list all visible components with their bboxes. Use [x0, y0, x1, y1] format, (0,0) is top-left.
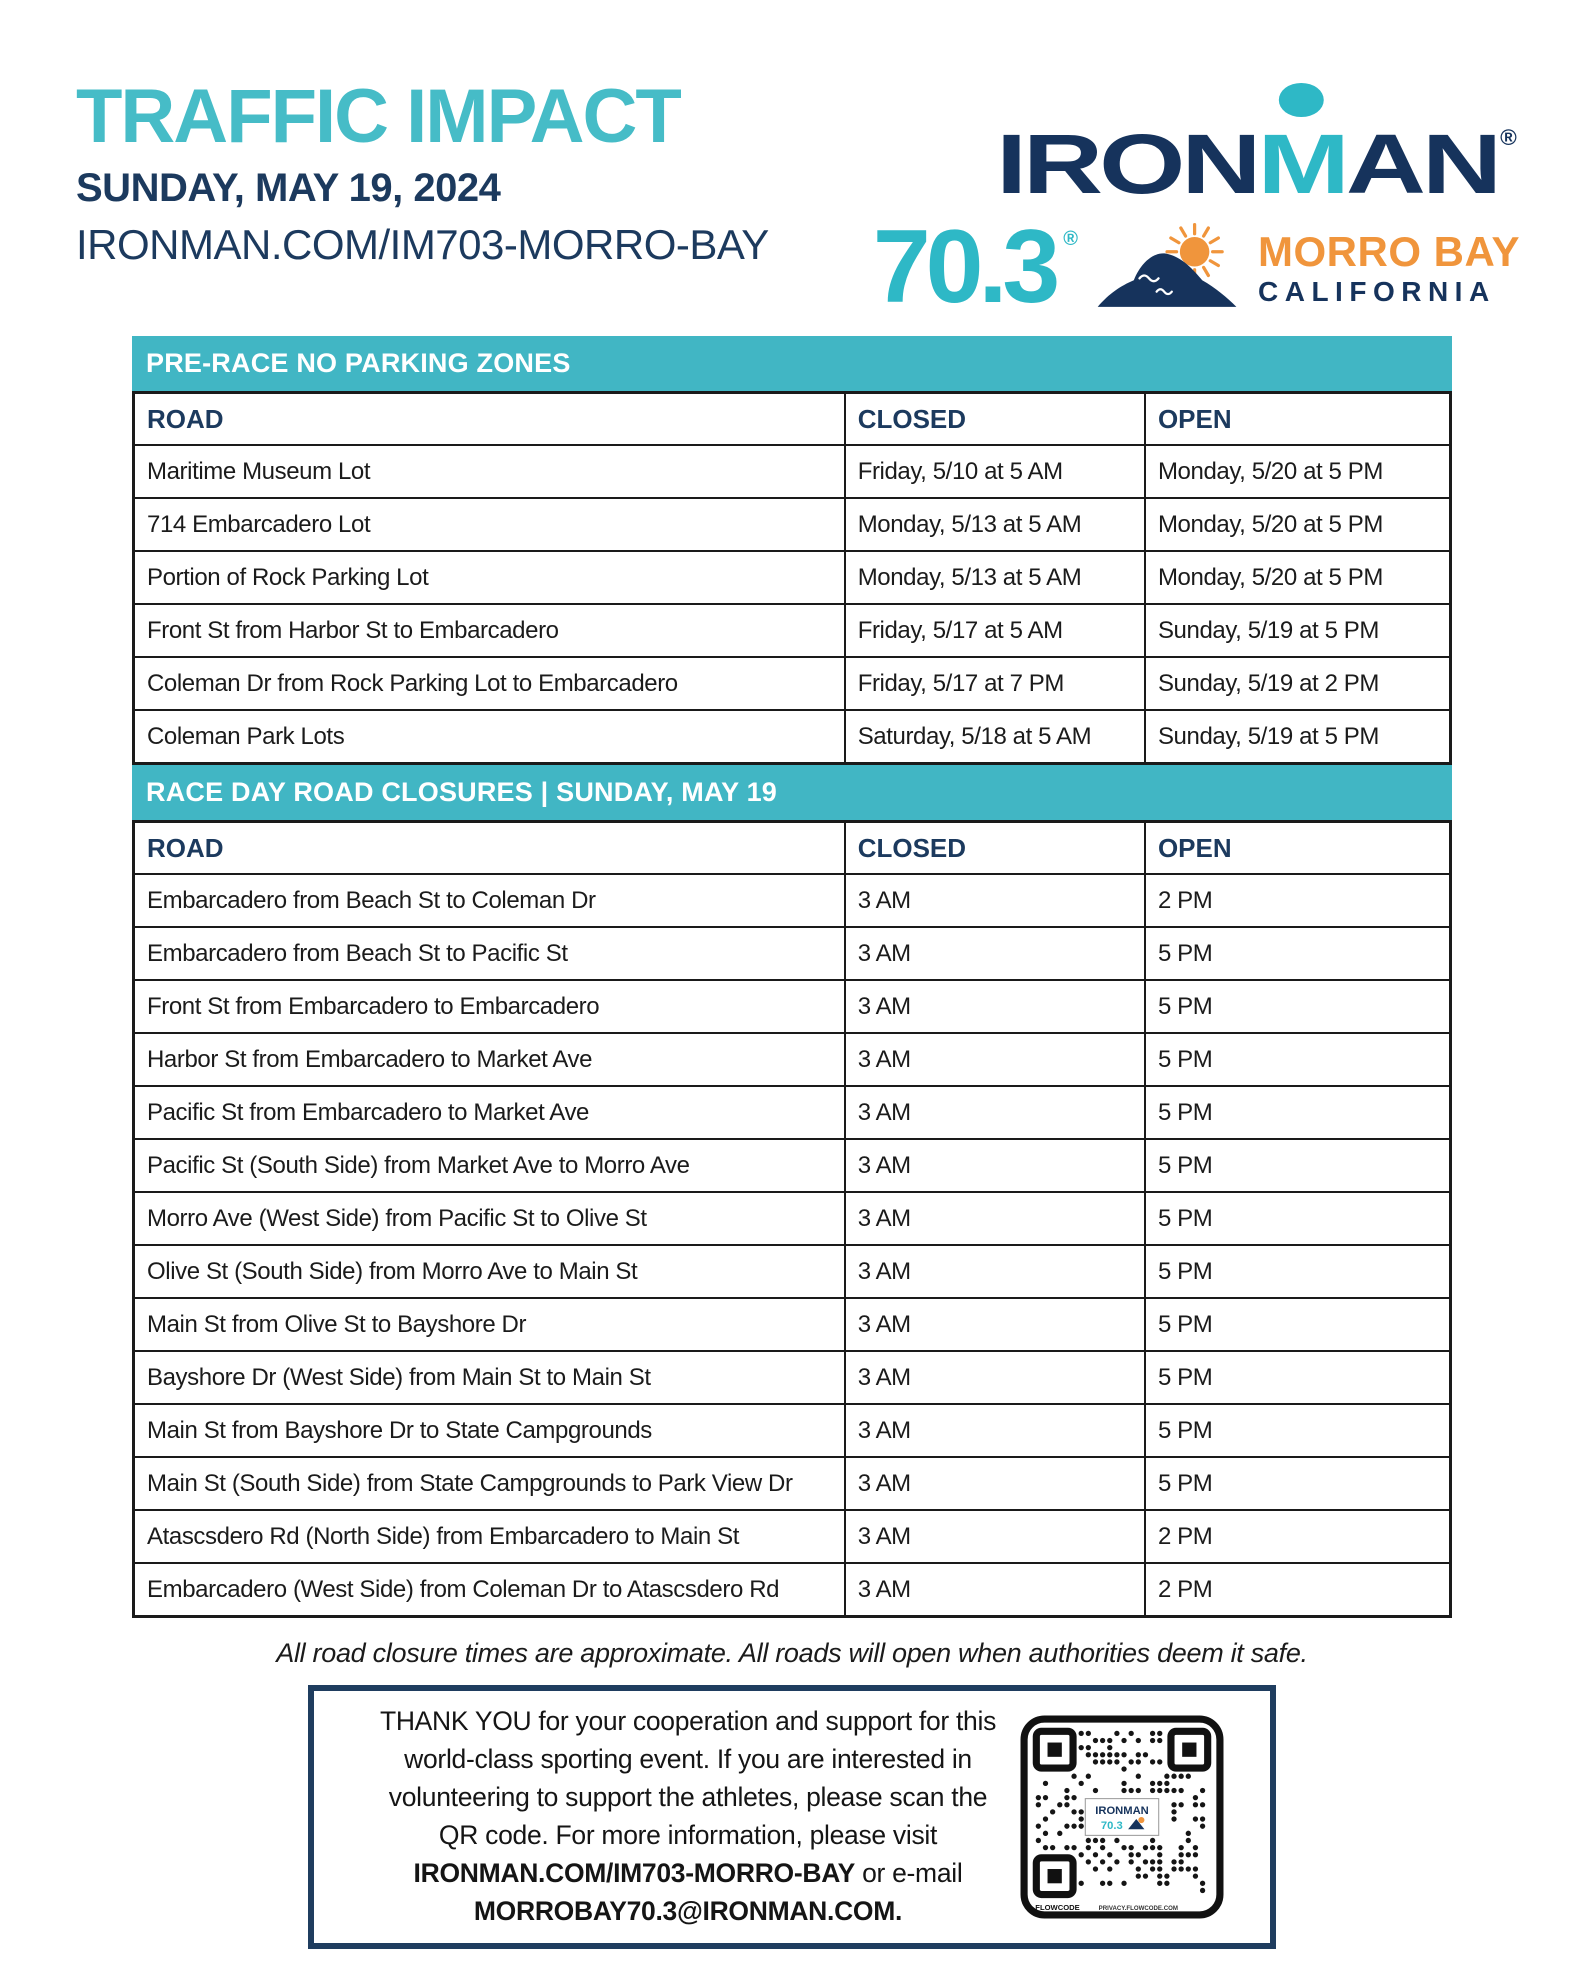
- open-cell: 2 PM: [1145, 1510, 1451, 1563]
- section-title: RACE DAY ROAD CLOSURES | SUNDAY, MAY 19: [146, 777, 778, 807]
- wordmark-suffix: AN: [1346, 117, 1499, 211]
- wordmark-m: M: [1257, 117, 1347, 211]
- ironman-wordmark: [996, 117, 1520, 211]
- closed-cell: 3 AM: [845, 1404, 1145, 1457]
- column-header: OPEN: [1145, 822, 1451, 875]
- table-row: [134, 927, 1451, 980]
- open-cell: 5 PM: [1145, 927, 1451, 980]
- open-cell: 2 PM: [1145, 874, 1451, 927]
- footnote: All road closure times are approximate. All roads will open when authorities deem it safe.: [276, 1638, 1308, 1668]
- road-cell: Atascsdero Rd (North Side) from Embarcadero to Main St: [134, 1510, 845, 1563]
- closed-cell: Monday, 5/13 at 5 AM: [845, 551, 1145, 604]
- event-date: SUNDAY, MAY 19, 2024: [76, 165, 501, 210]
- ironman-703-morro-bay-logo: [872, 78, 1520, 325]
- closed-cell: 3 AM: [845, 1457, 1145, 1510]
- closed-cell: Friday, 5/10 at 5 AM: [845, 445, 1145, 498]
- table-row: [134, 1245, 1451, 1298]
- closed-cell: 3 AM: [845, 980, 1145, 1033]
- series-registered-mark: ®: [1063, 228, 1079, 250]
- section-title-band: [132, 336, 1452, 391]
- closed-cell: 3 AM: [845, 1086, 1145, 1139]
- volunteer-info-box: [308, 1685, 1276, 1949]
- road-cell: Front St from Embarcadero to Embarcadero: [134, 980, 845, 1033]
- qr-center-line2: 70.3: [1100, 1820, 1123, 1833]
- road-cell: Embarcadero from Beach St to Coleman Dr: [134, 874, 845, 927]
- road-cell: Pacific St from Embarcadero to Market Ave: [134, 1086, 845, 1139]
- logo-row2: [872, 208, 1520, 325]
- road-cell: Morro Ave (West Side) from Pacific St to Olive St: [134, 1192, 845, 1245]
- closed-cell: Saturday, 5/18 at 5 AM: [845, 710, 1145, 764]
- open-cell: 5 PM: [1145, 1298, 1451, 1351]
- open-cell: Sunday, 5/19 at 5 PM: [1145, 710, 1451, 764]
- location-state: CALIFORNIA: [1258, 276, 1496, 307]
- closed-cell: 3 AM: [845, 874, 1145, 927]
- table-row: [134, 980, 1451, 1033]
- open-cell: 5 PM: [1145, 1192, 1451, 1245]
- column-header: CLOSED: [845, 822, 1145, 875]
- table-row: [134, 1033, 1451, 1086]
- closure-table: [132, 820, 1452, 1618]
- table-row: [134, 604, 1451, 657]
- closed-cell: 3 AM: [845, 1245, 1145, 1298]
- open-cell: 5 PM: [1145, 1086, 1451, 1139]
- road-cell: Bayshore Dr (West Side) from Main St to Main St: [134, 1351, 845, 1404]
- section-title: PRE-RACE NO PARKING ZONES: [146, 348, 571, 378]
- closed-cell: 3 AM: [845, 1510, 1145, 1563]
- title-block: [76, 74, 769, 269]
- open-cell: Monday, 5/20 at 5 PM: [1145, 498, 1451, 551]
- column-header: ROAD: [134, 822, 845, 875]
- page-title: TRAFFIC IMPACT: [76, 74, 680, 159]
- closed-cell: 3 AM: [845, 1298, 1145, 1351]
- column-header-row: [134, 822, 1451, 875]
- morro-rock-sun-icon: [1092, 222, 1244, 310]
- closure-table: [132, 391, 1452, 765]
- road-cell: Main St from Bayshore Dr to State Campgrounds: [134, 1404, 845, 1457]
- thank-you-text: THANK YOU for your cooperation and support for this world-class sporting event. If you are interested in volunteering to support the athletes, please scan the QR code. For more information, please visit: [379, 1706, 997, 1850]
- open-cell: Sunday, 5/19 at 2 PM: [1145, 657, 1451, 710]
- m-dot-letter: [1257, 117, 1347, 211]
- column-header: OPEN: [1145, 393, 1451, 446]
- road-cell: Front St from Harbor St to Embarcadero: [134, 604, 845, 657]
- road-cell: 714 Embarcadero Lot: [134, 498, 845, 551]
- closed-cell: 3 AM: [845, 1139, 1145, 1192]
- table-row: [134, 1351, 1451, 1404]
- table-row: [134, 498, 1451, 551]
- table-row: [134, 551, 1451, 604]
- location-name: MORRO BAY: [1258, 228, 1520, 275]
- table-row: [134, 1192, 1451, 1245]
- footer-email-lead: or e-mail: [855, 1857, 963, 1888]
- footer-url: IRONMAN.COM/IM703-MORRO-BAY: [413, 1857, 855, 1888]
- mountain-icon: [1098, 253, 1237, 306]
- road-cell: Embarcadero from Beach St to Pacific St: [134, 927, 845, 980]
- header: [0, 0, 1584, 325]
- open-cell: Monday, 5/20 at 5 PM: [1145, 445, 1451, 498]
- open-cell: 5 PM: [1145, 1139, 1451, 1192]
- closed-cell: 3 AM: [845, 1351, 1145, 1404]
- volunteer-message: [370, 1703, 1006, 1930]
- column-header: CLOSED: [845, 393, 1145, 446]
- footer-email: MORROBAY70.3@IRONMAN.COM.: [473, 1895, 903, 1926]
- location-stack: [1258, 228, 1520, 310]
- open-cell: 5 PM: [1145, 1404, 1451, 1457]
- road-cell: Main St from Olive St to Bayshore Dr: [134, 1298, 845, 1351]
- table-row: [134, 710, 1451, 764]
- open-cell: 5 PM: [1145, 1351, 1451, 1404]
- event-url: IRONMAN.COM/IM703-MORRO-BAY: [76, 220, 769, 268]
- qr-privacy-label: PRIVACY.FLOWCODE.COM: [1098, 1904, 1178, 1912]
- column-header: ROAD: [134, 393, 845, 446]
- m-dot-icon: [1280, 83, 1324, 117]
- qr-code: [1020, 1715, 1224, 1919]
- open-cell: 5 PM: [1145, 1457, 1451, 1510]
- road-cell: Embarcadero (West Side) from Coleman Dr to Atascsdero Rd: [134, 1563, 845, 1617]
- section-title-band: [132, 765, 1452, 820]
- open-cell: 5 PM: [1145, 1245, 1451, 1298]
- table-row: [134, 1298, 1451, 1351]
- closed-cell: 3 AM: [845, 927, 1145, 980]
- closed-cell: Friday, 5/17 at 7 PM: [845, 657, 1145, 710]
- qr-brand-label: FLOWCODE: [1035, 1902, 1080, 1912]
- open-cell: Sunday, 5/19 at 5 PM: [1145, 604, 1451, 657]
- closed-cell: 3 AM: [845, 1563, 1145, 1617]
- closed-cell: 3 AM: [845, 1192, 1145, 1245]
- closure-tables: [132, 336, 1452, 1618]
- sun-disc: [1180, 237, 1209, 266]
- road-cell: Portion of Rock Parking Lot: [134, 551, 845, 604]
- closed-cell: Monday, 5/13 at 5 AM: [845, 498, 1145, 551]
- road-cell: Maritime Museum Lot: [134, 445, 845, 498]
- table-row: [134, 1457, 1451, 1510]
- registered-mark: ®: [1500, 125, 1518, 150]
- column-header-row: [134, 393, 1451, 446]
- closed-cell: Friday, 5/17 at 5 AM: [845, 604, 1145, 657]
- wordmark-prefix: IRON: [996, 117, 1258, 211]
- table-row: [134, 1086, 1451, 1139]
- table-row: [134, 874, 1451, 927]
- table-row: [134, 1404, 1451, 1457]
- road-cell: Harbor St from Embarcadero to Market Ave: [134, 1033, 845, 1086]
- road-cell: Main St (South Side) from State Campgrounds to Park View Dr: [134, 1457, 845, 1510]
- open-cell: 2 PM: [1145, 1563, 1451, 1617]
- road-cell: Pacific St (South Side) from Market Ave to Morro Ave: [134, 1139, 845, 1192]
- qr-center-line1: IRONMAN: [1095, 1804, 1149, 1817]
- closed-cell: 3 AM: [845, 1033, 1145, 1086]
- table-row: [134, 1510, 1451, 1563]
- road-cell: Olive St (South Side) from Morro Ave to Main St: [134, 1245, 845, 1298]
- table-row: [134, 1139, 1451, 1192]
- open-cell: 5 PM: [1145, 1033, 1451, 1086]
- table-row: [134, 657, 1451, 710]
- open-cell: 5 PM: [1145, 980, 1451, 1033]
- series-703: 70.3: [872, 208, 1056, 325]
- table-row: [134, 445, 1451, 498]
- table-row: [134, 1563, 1451, 1617]
- open-cell: Monday, 5/20 at 5 PM: [1145, 551, 1451, 604]
- road-cell: Coleman Dr from Rock Parking Lot to Embarcadero: [134, 657, 845, 710]
- road-cell: Coleman Park Lots: [134, 710, 845, 764]
